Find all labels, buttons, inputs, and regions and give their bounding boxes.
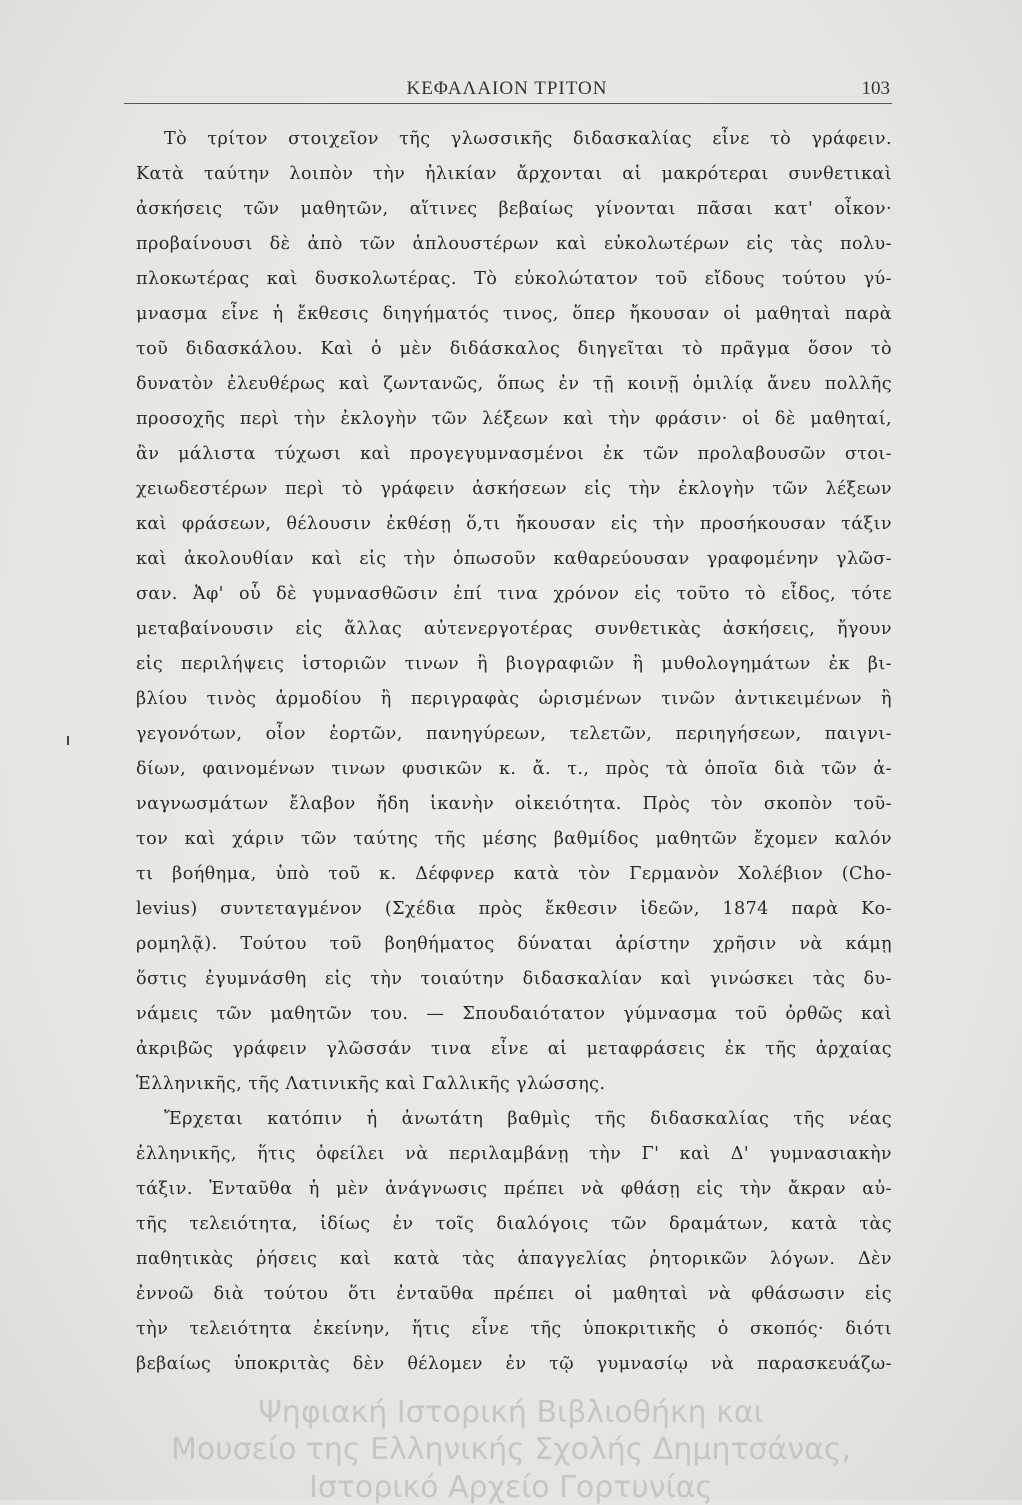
- text-line: ἑλληνικῆς, ἥτις ὀφείλει νὰ περιλαμβάνῃ τὴν Γ' καὶ Δ' γυμνασιακὴν: [136, 1144, 892, 1164]
- page-header: [124, 78, 890, 106]
- text-line: μεταβαίνουσιν εἰς ἄλλας αὐτενεργοτέρας συνθετικὰς ἀσκήσεις, ἤγουν: [136, 619, 892, 639]
- text-line: βεβαίως ὑποκριτὰς δὲν θέλομεν ἐν τῷ γυμνασίῳ νὰ παρασκευάζω-: [136, 1354, 892, 1374]
- margin-mark: [67, 736, 69, 745]
- running-title: ΚΕΦΑΛΑΙΟΝ ΤΡΙΤΟΝ: [406, 78, 608, 99]
- text-line: ρομηλᾷ). Τούτου τοῦ βοηθήματος δύναται ἀρίστην χρῆσιν νὰ κάμῃ: [136, 934, 892, 954]
- text-line: Κατὰ ταύτην λοιπὸν τὴν ἡλικίαν ἄρχονται αἱ μακρότεραι συνθετικαὶ: [136, 164, 892, 184]
- text-line: τῆς τελειότητα, ἰδίως ἐν τοῖς διαλόγοις τῶν δραμάτων, κατὰ τὰς: [136, 1214, 892, 1234]
- text-line: Ἑλληνικῆς, τῆς Λατινικῆς καὶ Γαλλικῆς γλώσσης.: [136, 1074, 606, 1094]
- text-line: τον καὶ χάριν τῶν ταύτης τῆς μέσης βαθμίδος μαθητῶν ἔχομεν καλόν: [136, 829, 892, 849]
- text-line: τοῦ διδασκάλου. Καὶ ὁ μὲν διδάσκαλος διηγεῖται τὸ πρᾶγμα ὅσον τὸ: [136, 339, 892, 359]
- watermark-line: Ψηφιακή Ιστορική Βιβλιοθήκη και: [258, 1395, 764, 1430]
- text-line: βλίου τινὸς ἁρμοδίου ἢ περιγραφὰς ὡρισμένων τινῶν ἀντικειμένων ἢ: [136, 689, 892, 709]
- text-line: ὅστις ἐγυμνάσθη εἰς τὴν τοιαύτην διδασκαλίαν καὶ γινώσκει τὰς δυ-: [136, 969, 892, 989]
- text-line: ἀσκήσεις τῶν μαθητῶν, αἵτινες βεβαίως γίνονται πᾶσαι κατ' οἶκον·: [136, 199, 892, 219]
- text-line: τάξιν. Ἐνταῦθα ἡ μὲν ἀνάγνωσις πρέπει νὰ φθάσῃ εἰς τὴν ἄκραν αὐ-: [136, 1179, 892, 1199]
- text-line: πλοκωτέρας καὶ δυσκολωτέρας. Τὸ εὐκολώτατον τοῦ εἴδους τούτου γύ-: [136, 269, 892, 289]
- text-line: προσοχῆς περὶ τὴν ἐκλογὴν τῶν λέξεων καὶ τὴν φράσιν· οἱ δὲ μαθηταί,: [136, 409, 892, 429]
- header-rule: [124, 103, 892, 104]
- text-line: σαν. Ἀφ' οὗ δὲ γυμνασθῶσιν ἐπί τινα χρόνον εἰς τοῦτο τὸ εἶδος, τότε: [136, 584, 892, 604]
- text-line: τὴν τελειότητα ἐκείνην, ἥτις εἶνε τῆς ὑποκριτικῆς ὁ σκοπός· διότι: [136, 1319, 892, 1339]
- page-number: 103: [861, 78, 890, 99]
- text-line: ἐννοῶ διὰ τούτου ὅτι ἐνταῦθα πρέπει οἱ μαθηταὶ νὰ φθάσωσιν εἰς: [136, 1284, 892, 1304]
- text-line: δυνατὸν ἐλευθέρως καὶ ζωντανῶς, ὅπως ἐν τῇ κοινῇ ὁμιλίᾳ ἄνευ πολλῆς: [136, 374, 892, 394]
- watermark-line: Μουσείο της Ελληνικής Σχολής Δημητσάνας,: [170, 1432, 852, 1467]
- text-line: Τὸ τρίτον στοιχεῖον τῆς γλωσσικῆς διδασκαλίας εἶνε τὸ γράφειν.: [164, 129, 892, 149]
- text-line: γεγονότων, οἷον ἑορτῶν, πανηγύρεων, τελετῶν, περιηγήσεων, παιγνι-: [136, 724, 892, 744]
- text-line: levius) συντεταγμένον (Σχέδια πρὸς ἔκθεσιν ἰδεῶν, 1874 παρὰ Κο-: [136, 899, 892, 919]
- text-line: ἀκριβῶς γράφειν γλῶσσάν τινα εἶνε αἱ μεταφράσεις ἐκ τῆς ἀρχαίας: [136, 1039, 892, 1059]
- text-line: παθητικὰς ῥήσεις καὶ κατὰ τὰς ἀπαγγελίας ῥητορικῶν λόγων. Δὲν: [136, 1249, 892, 1269]
- text-line: εἰς περιλήψεις ἱστοριῶν τινων ἢ βιογραφιῶν ἢ μυθολογημάτων ἐκ βι-: [136, 654, 892, 674]
- text-line: νάμεις τῶν μαθητῶν του. — Σπουδαιότατον γύμνασμα τοῦ ὀρθῶς καὶ: [136, 1004, 892, 1024]
- text-line: καὶ ἀκολουθίαν καὶ εἰς τὴν ὁπωσοῦν καθαρεύουσαν γραφομένην γλῶσ-: [136, 549, 892, 569]
- text-line: ναγνωσμάτων ἔλαβον ἤδη ἱκανὴν οἰκειότητα. Πρὸς τὸν σκοπὸν τοῦ-: [136, 794, 892, 814]
- watermark-line: Ιστορικό Αρχείο Γορτυνίας: [308, 1470, 714, 1505]
- text-line: μνασμα εἶνε ἡ ἔκθεσις διηγήματός τινος, ὅπερ ἤκουσαν οἱ μαθηταὶ παρὰ: [136, 304, 892, 324]
- text-line: Ἔρχεται κατόπιν ἡ ἀνωτάτη βαθμὶς τῆς διδασκαλίας τῆς νέας: [164, 1109, 892, 1129]
- text-line: χειωδεστέρων περὶ τὸ γράφειν ἀσκήσεων εἰς τὴν ἐκλογὴν τῶν λέξεων: [136, 479, 892, 499]
- text-line: προβαίνουσι δὲ ἀπὸ τῶν ἁπλουστέρων καὶ εὐκολωτέρων εἰς τὰς πολυ-: [136, 234, 892, 254]
- text-line: δίων, φαινομένων τινων φυσικῶν κ. ἄ. τ., πρὸς τὰ ὁποῖα διὰ τῶν ἀ-: [136, 759, 892, 779]
- text-line: καὶ φράσεων, θέλουσιν ἐκθέσῃ ὅ,τι ἤκουσαν εἰς τὴν προσήκουσαν τάξιν: [136, 514, 892, 534]
- body-text: [136, 122, 892, 1382]
- text-line: τι βοήθημα, ὑπὸ τοῦ κ. Δέφφνερ κατὰ τὸν Γερμανὸν Χολέβιον (Cho-: [136, 864, 892, 884]
- text-line: ἂν μάλιστα τύχωσι καὶ προγεγυμνασμένοι ἐκ τῶν προλαβουσῶν στοι-: [136, 444, 892, 464]
